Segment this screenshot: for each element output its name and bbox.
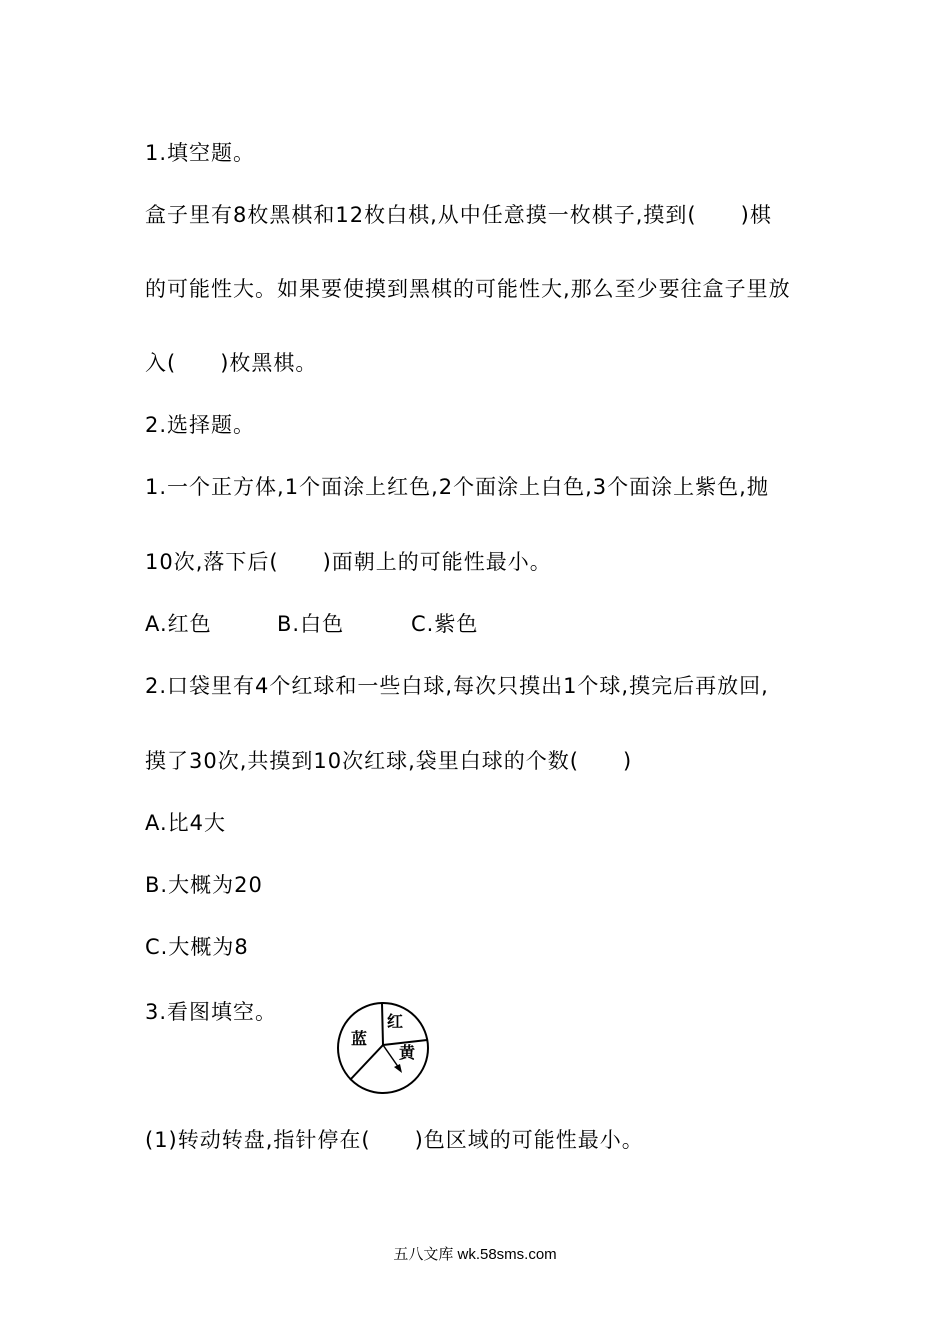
spinner-divider-lower-left — [350, 1045, 383, 1080]
q1-option-a: A.红色 — [145, 612, 212, 636]
section2-heading: 2.选择题。 — [145, 413, 256, 437]
spinner-divider-top — [382, 1003, 383, 1045]
spinner-label-yellow: 黄 — [399, 1043, 416, 1062]
spinner-pointer-arrowhead — [394, 1064, 402, 1073]
q2-option-b: B.大概为20 — [145, 873, 263, 897]
q2-option-a: A.比4大 — [145, 811, 227, 835]
q1-options — [145, 609, 545, 639]
section1-line-2: 的可能性大。如果要使摸到黑棋的可能性大,那么至少要往盒子里放 — [145, 277, 791, 301]
q1-option-c: C.紫色 — [411, 612, 479, 636]
q1-line-1: 1.一个正方体,1个面涂上红色,2个面涂上白色,3个面涂上紫色,抛 — [145, 475, 769, 499]
section1-line-1: 盒子里有8枚黑棋和12枚白棋,从中任意摸一枚棋子,摸到( )棋 — [145, 203, 772, 227]
spinner-label-red: 红 — [387, 1012, 404, 1031]
spinner-pointer — [383, 1045, 399, 1068]
section1-heading: 1.填空题。 — [145, 141, 256, 165]
spinner-label-blue: 蓝 — [351, 1029, 368, 1048]
q2-option-c: C.大概为8 — [145, 935, 249, 959]
spinner-diagram — [333, 1000, 433, 1096]
section3-question-1: (1)转动转盘,指针停在( )色区域的可能性最小。 — [145, 1128, 644, 1152]
q2-line-2: 摸了30次,共摸到10次红球,袋里白球的个数( ) — [145, 749, 633, 773]
q1-line-2: 10次,落下后( )面朝上的可能性最小。 — [145, 550, 552, 574]
footer-watermark: 五八文库 wk.58sms.com — [393, 1246, 557, 1263]
section1-line-3: 入( )枚黑棋。 — [145, 351, 318, 375]
q2-line-1: 2.口袋里有4个红球和一些白球,每次只摸出1个球,摸完后再放回, — [145, 674, 769, 698]
q1-option-b: B.白色 — [277, 612, 345, 636]
section3-heading: 3.看图填空。 — [145, 1000, 278, 1024]
